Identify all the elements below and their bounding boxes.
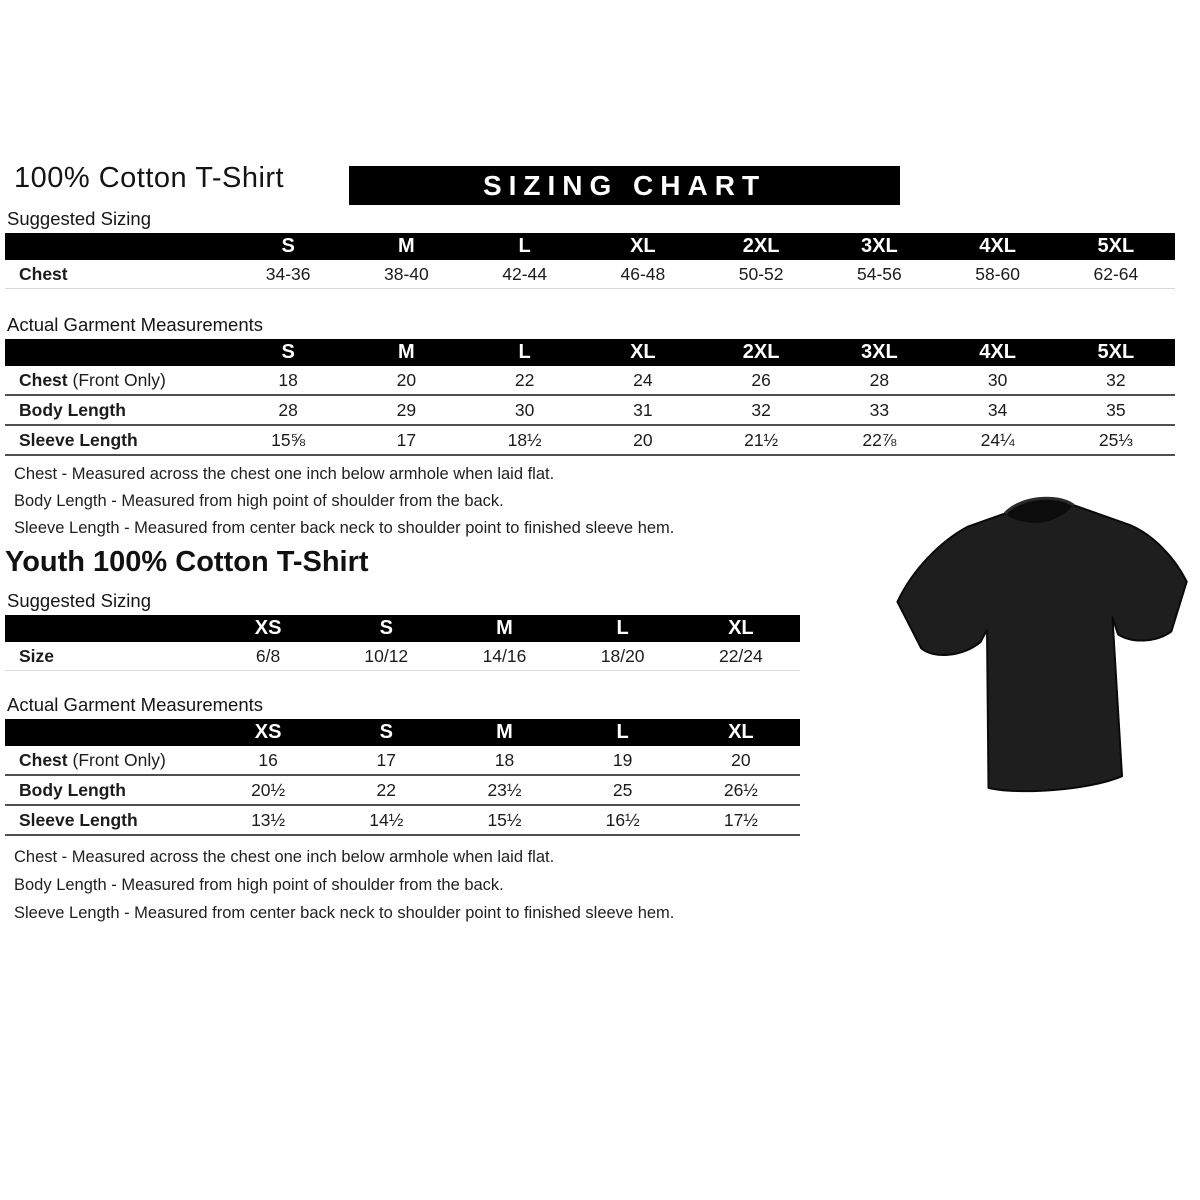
size-value-cell: 35 [1057,395,1175,425]
measurement-note: Chest - Measured across the chest one inch below armhole when laid flat. [14,465,555,483]
size-value-cell: 42-44 [466,260,584,289]
size-value-cell: 20 [347,366,465,395]
column-header-5xl: 5XL [1057,233,1175,260]
size-value-cell: 50-52 [702,260,820,289]
size-value-cell: 14½ [327,805,445,835]
table-row [5,260,1175,289]
column-header-m: M [445,615,563,642]
size-value-cell: 25 [564,775,682,805]
size-value-cell: 10/12 [327,642,445,671]
row-label: Sleeve Length [19,429,138,450]
youth-suggested-sizing-section [5,590,800,671]
table-header-row [5,719,800,746]
row-label: Sleeve Length [19,809,138,830]
size-value-cell: 34 [939,395,1057,425]
column-header-2xl: 2XL [702,233,820,260]
column-header-xs: XS [209,719,327,746]
table-row [5,395,1175,425]
size-value-cell: 28 [229,395,347,425]
size-value-cell: 20½ [209,775,327,805]
size-value-cell: 19 [564,746,682,775]
size-value-cell: 30 [466,395,584,425]
column-header-4xl: 4XL [939,233,1057,260]
row-label: Body Length [19,399,126,420]
column-header-3xl: 3XL [820,233,938,260]
row-label: Body Length [19,779,126,800]
size-value-cell: 18/20 [564,642,682,671]
column-header-l: L [564,719,682,746]
size-value-cell: 14/16 [445,642,563,671]
size-value-cell: 18 [445,746,563,775]
size-value-cell: 25⅓ [1057,425,1175,455]
size-value-cell: 38-40 [347,260,465,289]
table-row [5,805,800,835]
youth-measurement-notes [14,843,674,927]
size-value-cell: 17 [347,425,465,455]
row-label-cell [5,425,229,455]
page-title: 100% Cotton T-Shirt [14,162,285,194]
size-value-cell: 22/24 [682,642,800,671]
adult-actual-table-container [5,339,1175,456]
size-value-cell: 18½ [466,425,584,455]
row-label: Size [19,645,55,666]
size-value-cell: 30 [939,366,1057,395]
size-value-cell: 16 [209,746,327,775]
size-value-cell: 17 [327,746,445,775]
youth-suggested-table-container [5,615,800,671]
column-header-m: M [445,719,563,746]
measurement-note: Body Length - Measured from high point of shoulder from the back. [14,492,504,510]
size-table [5,719,800,836]
tshirt-graphic [894,493,1194,795]
size-value-cell: 23½ [445,775,563,805]
adult-suggested-sizing-section [5,208,1175,289]
column-header-xl: XL [682,615,800,642]
adult-suggested-table-container [5,233,1175,289]
measurement-note: Chest - Measured across the chest one inch below armhole when laid flat. [14,848,555,866]
size-value-cell: 29 [347,395,465,425]
row-label-cell [5,642,209,671]
column-header-2xl: 2XL [702,339,820,366]
column-header-xl: XL [682,719,800,746]
size-value-cell: 20 [584,425,702,455]
column-header-l: L [466,233,584,260]
tshirt-body [894,493,1194,795]
column-header-s: S [229,339,347,366]
size-value-cell: 22 [466,366,584,395]
size-value-cell: 22 [327,775,445,805]
size-value-cell: 31 [584,395,702,425]
column-header-s: S [229,233,347,260]
table-corner-cell [5,339,229,366]
size-value-cell: 18 [229,366,347,395]
size-table [5,615,800,671]
size-value-cell: 22⅞ [820,425,938,455]
table-header-row [5,233,1175,260]
table-row [5,746,800,775]
row-label: Chest [19,263,68,284]
size-value-cell: 13½ [209,805,327,835]
column-header-m: M [347,233,465,260]
size-value-cell: 32 [702,395,820,425]
youth-section-title: Youth 100% Cotton T-Shirt [5,546,369,578]
table-row [5,366,1175,395]
size-value-cell: 26½ [682,775,800,805]
size-value-cell: 15½ [445,805,563,835]
section-label: Actual Garment Measurements [7,694,264,715]
size-value-cell: 28 [820,366,938,395]
row-label-cell [5,775,209,805]
table-row [5,775,800,805]
column-header-4xl: 4XL [939,339,1057,366]
row-label-cell [5,805,209,835]
table-header-row [5,615,800,642]
section-label: Actual Garment Measurements [7,314,264,335]
table-corner-cell [5,615,209,642]
youth-actual-measurements-section [5,694,800,836]
size-value-cell: 20 [682,746,800,775]
row-label-cell [5,366,229,395]
size-table [5,339,1175,456]
row-label-cell [5,746,209,775]
table-header-row [5,339,1175,366]
size-table [5,233,1175,289]
column-header-xl: XL [584,233,702,260]
section-label: Suggested Sizing [7,590,151,611]
size-value-cell: 24 [584,366,702,395]
column-header-xs: XS [209,615,327,642]
size-value-cell: 54-56 [820,260,938,289]
row-label-cell [5,260,229,289]
row-label-cell [5,395,229,425]
column-header-5xl: 5XL [1057,339,1175,366]
size-value-cell: 16½ [564,805,682,835]
table-row [5,642,800,671]
adult-measurement-notes [14,461,674,542]
column-header-m: M [347,339,465,366]
measurement-note: Sleeve Length - Measured from center back neck to shoulder point to finished sleeve hem. [14,519,675,537]
table-corner-cell [5,233,229,260]
measurement-note: Sleeve Length - Measured from center back neck to shoulder point to finished sleeve hem. [14,904,675,922]
size-value-cell: 58-60 [939,260,1057,289]
size-value-cell: 46-48 [584,260,702,289]
column-header-l: L [564,615,682,642]
size-value-cell: 32 [1057,366,1175,395]
column-header-s: S [327,719,445,746]
table-corner-cell [5,719,209,746]
row-label-suffix: (Front Only) [67,369,166,390]
size-value-cell: 6/8 [209,642,327,671]
youth-actual-table-container [5,719,800,836]
size-value-cell: 26 [702,366,820,395]
adult-actual-measurements-section [5,314,1175,456]
column-header-3xl: 3XL [820,339,938,366]
size-value-cell: 17½ [682,805,800,835]
table-row [5,425,1175,455]
row-label: Chest [19,369,68,390]
column-header-s: S [327,615,445,642]
size-value-cell: 34-36 [229,260,347,289]
size-value-cell: 21½ [702,425,820,455]
size-value-cell: 15⅝ [229,425,347,455]
row-label-suffix: (Front Only) [67,749,166,770]
section-label: Suggested Sizing [7,208,151,229]
sizing-chart-banner: SIZING CHART [349,166,900,205]
tshirt-image [893,486,1195,808]
size-value-cell: 62-64 [1057,260,1175,289]
column-header-l: L [466,339,584,366]
measurement-note: Body Length - Measured from high point of shoulder from the back. [14,876,504,894]
row-label: Chest [19,749,68,770]
column-header-xl: XL [584,339,702,366]
size-value-cell: 33 [820,395,938,425]
size-value-cell: 24¼ [939,425,1057,455]
